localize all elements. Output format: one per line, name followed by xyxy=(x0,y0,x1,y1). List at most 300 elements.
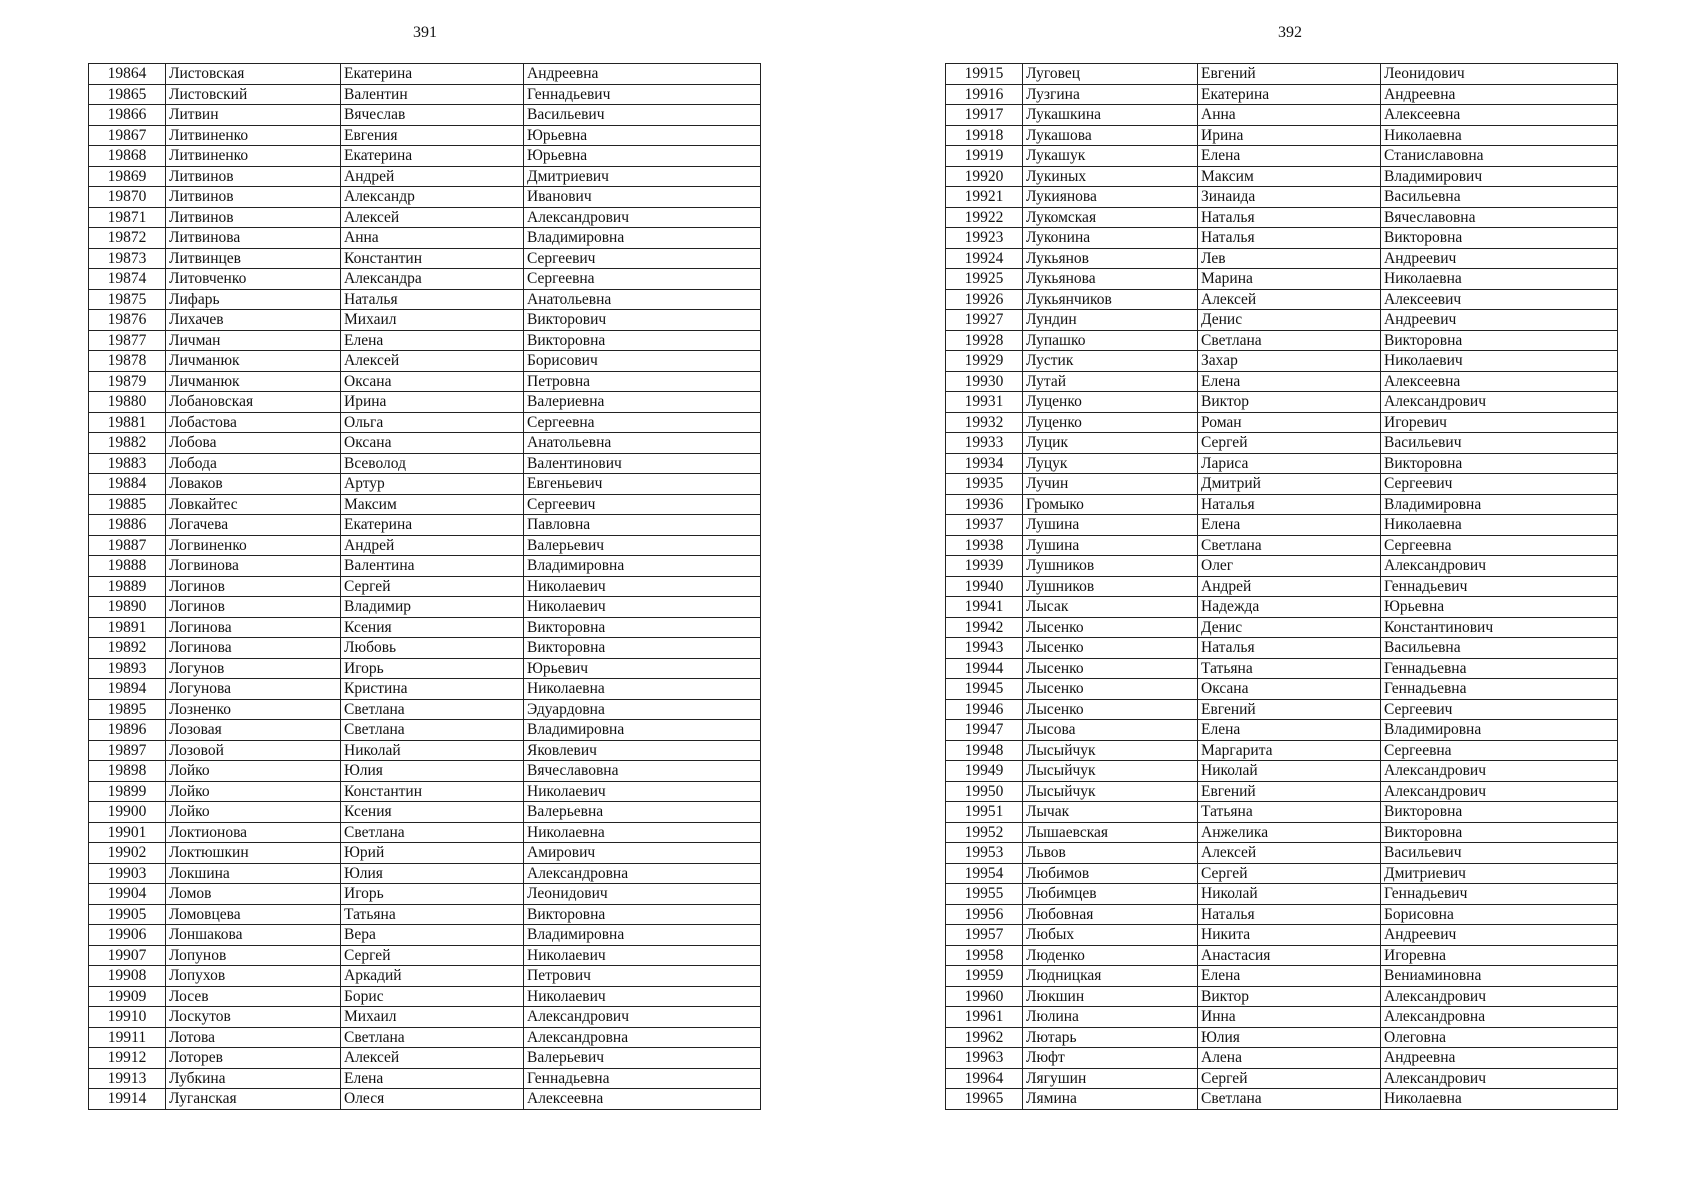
first-name-cell: Вячеслав xyxy=(341,105,524,126)
row-number-cell: 19869 xyxy=(89,166,166,187)
row-number-cell: 19961 xyxy=(946,1007,1023,1028)
patronymic-cell: Викторовна xyxy=(1381,330,1618,351)
patronymic-cell: Дмитриевич xyxy=(1381,863,1618,884)
row-number-cell: 19921 xyxy=(946,187,1023,208)
last-name-cell: Любых xyxy=(1023,925,1198,946)
table-row xyxy=(89,515,761,536)
last-name-cell: Лоншакова xyxy=(166,925,341,946)
table-row xyxy=(89,1068,761,1089)
table-row xyxy=(89,884,761,905)
patronymic-cell: Николаевич xyxy=(1381,351,1618,372)
table-row xyxy=(89,371,761,392)
table-row xyxy=(89,207,761,228)
first-name-cell: Наталья xyxy=(1198,904,1381,925)
last-name-cell: Лустик xyxy=(1023,351,1198,372)
last-name-cell: Лысенко xyxy=(1023,658,1198,679)
patronymic-cell: Николаевна xyxy=(1381,515,1618,536)
row-number-cell: 19906 xyxy=(89,925,166,946)
patronymic-cell: Леонидович xyxy=(1381,64,1618,85)
patronymic-cell: Сергеевич xyxy=(1381,699,1618,720)
table-row xyxy=(946,904,1618,925)
patronymic-cell: Николаевна xyxy=(524,822,761,843)
row-number-cell: 19892 xyxy=(89,638,166,659)
first-name-cell: Наталья xyxy=(341,289,524,310)
last-name-cell: Лопунов xyxy=(166,945,341,966)
row-number-cell: 19880 xyxy=(89,392,166,413)
patronymic-cell: Викторовна xyxy=(524,904,761,925)
row-number-cell: 19963 xyxy=(946,1048,1023,1069)
row-number-cell: 19867 xyxy=(89,125,166,146)
first-name-cell: Роман xyxy=(1198,412,1381,433)
row-number-cell: 19885 xyxy=(89,494,166,515)
table-row xyxy=(946,535,1618,556)
first-name-cell: Алексей xyxy=(1198,843,1381,864)
row-number-cell: 19952 xyxy=(946,822,1023,843)
last-name-cell: Локшина xyxy=(166,863,341,884)
row-number-cell: 19942 xyxy=(946,617,1023,638)
first-name-cell: Светлана xyxy=(1198,535,1381,556)
table-row xyxy=(946,371,1618,392)
patronymic-cell: Васильевна xyxy=(1381,638,1618,659)
patronymic-cell: Николаевна xyxy=(524,679,761,700)
first-name-cell: Наталья xyxy=(1198,228,1381,249)
row-number-cell: 19875 xyxy=(89,289,166,310)
row-number-cell: 19948 xyxy=(946,740,1023,761)
first-name-cell: Светлана xyxy=(1198,330,1381,351)
last-name-cell: Любовная xyxy=(1023,904,1198,925)
patronymic-cell: Евгеньевич xyxy=(524,474,761,495)
page-right xyxy=(945,0,1635,1200)
last-name-cell: Лойко xyxy=(166,802,341,823)
table-row xyxy=(946,638,1618,659)
first-name-cell: Елена xyxy=(1198,720,1381,741)
table-row xyxy=(946,986,1618,1007)
table-row xyxy=(89,720,761,741)
first-name-cell: Светлана xyxy=(1198,1089,1381,1110)
table-row xyxy=(89,494,761,515)
last-name-cell: Лукашкина xyxy=(1023,105,1198,126)
first-name-cell: Игорь xyxy=(341,884,524,905)
first-name-cell: Дмитрий xyxy=(1198,474,1381,495)
first-name-cell: Михаил xyxy=(341,310,524,331)
row-number-cell: 19876 xyxy=(89,310,166,331)
patronymic-cell: Александрович xyxy=(1381,986,1618,1007)
first-name-cell: Маргарита xyxy=(1198,740,1381,761)
last-name-cell: Луценко xyxy=(1023,392,1198,413)
table-row xyxy=(89,1007,761,1028)
last-name-cell: Лушина xyxy=(1023,515,1198,536)
patronymic-cell: Васильевич xyxy=(524,105,761,126)
row-number-cell: 19956 xyxy=(946,904,1023,925)
patronymic-cell: Николаевна xyxy=(1381,269,1618,290)
table-row xyxy=(89,617,761,638)
row-number-cell: 19965 xyxy=(946,1089,1023,1110)
last-name-cell: Лобода xyxy=(166,453,341,474)
table-row xyxy=(946,84,1618,105)
last-name-cell: Ловаков xyxy=(166,474,341,495)
last-name-cell: Лоскутов xyxy=(166,1007,341,1028)
row-number-cell: 19962 xyxy=(946,1027,1023,1048)
first-name-cell: Юлия xyxy=(341,863,524,884)
last-name-cell: Лысыйчук xyxy=(1023,761,1198,782)
row-number-cell: 19960 xyxy=(946,986,1023,1007)
row-number-cell: 19957 xyxy=(946,925,1023,946)
row-number-cell: 19919 xyxy=(946,146,1023,167)
row-number-cell: 19872 xyxy=(89,228,166,249)
last-name-cell: Личманюк xyxy=(166,351,341,372)
row-number-cell: 19939 xyxy=(946,556,1023,577)
first-name-cell: Анжелика xyxy=(1198,822,1381,843)
first-name-cell: Михаил xyxy=(341,1007,524,1028)
last-name-cell: Логачева xyxy=(166,515,341,536)
row-number-cell: 19874 xyxy=(89,269,166,290)
row-number-cell: 19890 xyxy=(89,597,166,618)
last-name-cell: Логунов xyxy=(166,658,341,679)
first-name-cell: Константин xyxy=(341,248,524,269)
first-name-cell: Светлана xyxy=(341,1027,524,1048)
first-name-cell: Наталья xyxy=(1198,638,1381,659)
last-name-cell: Лушина xyxy=(1023,535,1198,556)
row-number-cell: 19932 xyxy=(946,412,1023,433)
row-number-cell: 19947 xyxy=(946,720,1023,741)
row-number-cell: 19946 xyxy=(946,699,1023,720)
first-name-cell: Вера xyxy=(341,925,524,946)
table-row xyxy=(89,863,761,884)
last-name-cell: Логунова xyxy=(166,679,341,700)
first-name-cell: Андрей xyxy=(341,535,524,556)
patronymic-cell: Николаевна xyxy=(1381,1089,1618,1110)
patronymic-cell: Валериевна xyxy=(524,392,761,413)
row-number-cell: 19943 xyxy=(946,638,1023,659)
table-row xyxy=(89,412,761,433)
table-row xyxy=(946,453,1618,474)
patronymic-cell: Александрович xyxy=(1381,556,1618,577)
table-row xyxy=(946,412,1618,433)
patronymic-cell: Александрович xyxy=(1381,761,1618,782)
last-name-cell: Лойко xyxy=(166,761,341,782)
first-name-cell: Константин xyxy=(341,781,524,802)
first-name-cell: Елена xyxy=(1198,515,1381,536)
patronymic-cell: Александрович xyxy=(1381,1068,1618,1089)
row-number-cell: 19895 xyxy=(89,699,166,720)
first-name-cell: Олеся xyxy=(341,1089,524,1110)
row-number-cell: 19865 xyxy=(89,84,166,105)
last-name-cell: Лысенко xyxy=(1023,679,1198,700)
patronymic-cell: Сергеевна xyxy=(1381,740,1618,761)
first-name-cell: Борис xyxy=(341,986,524,1007)
last-name-cell: Лычак xyxy=(1023,802,1198,823)
last-name-cell: Людницкая xyxy=(1023,966,1198,987)
table-row xyxy=(946,556,1618,577)
table-row xyxy=(89,576,761,597)
row-number-cell: 19887 xyxy=(89,535,166,556)
last-name-cell: Личманюк xyxy=(166,371,341,392)
last-name-cell: Лушников xyxy=(1023,556,1198,577)
table-row xyxy=(89,125,761,146)
table-row xyxy=(89,166,761,187)
first-name-cell: Анна xyxy=(1198,105,1381,126)
table-row xyxy=(89,330,761,351)
first-name-cell: Ирина xyxy=(341,392,524,413)
first-name-cell: Елена xyxy=(1198,146,1381,167)
patronymic-cell: Станиславовна xyxy=(1381,146,1618,167)
row-number-cell: 19964 xyxy=(946,1068,1023,1089)
last-name-cell: Лучин xyxy=(1023,474,1198,495)
table-row xyxy=(89,904,761,925)
patronymic-cell: Сергеевич xyxy=(524,248,761,269)
table-row xyxy=(946,617,1618,638)
patronymic-cell: Николаевич xyxy=(524,781,761,802)
last-name-cell: Львов xyxy=(1023,843,1198,864)
patronymic-cell: Сергеевна xyxy=(524,412,761,433)
row-number-cell: 19953 xyxy=(946,843,1023,864)
first-name-cell: Марина xyxy=(1198,269,1381,290)
row-number-cell: 19900 xyxy=(89,802,166,823)
table-row xyxy=(89,822,761,843)
patronymic-cell: Викторовна xyxy=(524,617,761,638)
patronymic-cell: Геннадьевна xyxy=(524,1068,761,1089)
first-name-cell: Артур xyxy=(341,474,524,495)
patronymic-cell: Геннадьевич xyxy=(524,84,761,105)
roster-table xyxy=(945,63,1618,1110)
last-name-cell: Лукьянов xyxy=(1023,248,1198,269)
patronymic-cell: Александрович xyxy=(1381,392,1618,413)
last-name-cell: Литовченко xyxy=(166,269,341,290)
table-row xyxy=(89,945,761,966)
table-row xyxy=(89,248,761,269)
last-name-cell: Лукомская xyxy=(1023,207,1198,228)
row-number-cell: 19937 xyxy=(946,515,1023,536)
page-number: 391 xyxy=(413,24,437,41)
patronymic-cell: Андреевна xyxy=(1381,1048,1618,1069)
row-number-cell: 19917 xyxy=(946,105,1023,126)
table-row xyxy=(946,64,1618,85)
row-number-cell: 19954 xyxy=(946,863,1023,884)
row-number-cell: 19877 xyxy=(89,330,166,351)
row-number-cell: 19918 xyxy=(946,125,1023,146)
first-name-cell: Елена xyxy=(1198,966,1381,987)
first-name-cell: Сергей xyxy=(341,576,524,597)
row-number-cell: 19886 xyxy=(89,515,166,536)
first-name-cell: Сергей xyxy=(1198,863,1381,884)
last-name-cell: Ломов xyxy=(166,884,341,905)
patronymic-cell: Андреевна xyxy=(524,64,761,85)
row-number-cell: 19950 xyxy=(946,781,1023,802)
patronymic-cell: Игоревна xyxy=(1381,945,1618,966)
table-row xyxy=(89,535,761,556)
last-name-cell: Люденко xyxy=(1023,945,1198,966)
table-row xyxy=(946,679,1618,700)
first-name-cell: Наталья xyxy=(1198,494,1381,515)
table-row xyxy=(89,289,761,310)
first-name-cell: Анастасия xyxy=(1198,945,1381,966)
table-row xyxy=(89,1089,761,1110)
row-number-cell: 19928 xyxy=(946,330,1023,351)
patronymic-cell: Владимировна xyxy=(524,228,761,249)
patronymic-cell: Сергеевна xyxy=(1381,535,1618,556)
first-name-cell: Николай xyxy=(341,740,524,761)
last-name-cell: Лысак xyxy=(1023,597,1198,618)
page-number: 392 xyxy=(1278,24,1302,41)
first-name-cell: Елена xyxy=(1198,371,1381,392)
table-row xyxy=(946,269,1618,290)
patronymic-cell: Юрьевна xyxy=(524,125,761,146)
table-row xyxy=(946,494,1618,515)
patronymic-cell: Леонидович xyxy=(524,884,761,905)
first-name-cell: Ксения xyxy=(341,802,524,823)
row-number-cell: 19949 xyxy=(946,761,1023,782)
last-name-cell: Лукиянова xyxy=(1023,187,1198,208)
row-number-cell: 19916 xyxy=(946,84,1023,105)
patronymic-cell: Валерьевна xyxy=(524,802,761,823)
last-name-cell: Литвинов xyxy=(166,166,341,187)
patronymic-cell: Алексеевна xyxy=(1381,105,1618,126)
row-number-cell: 19881 xyxy=(89,412,166,433)
patronymic-cell: Александрович xyxy=(524,207,761,228)
first-name-cell: Сергей xyxy=(1198,433,1381,454)
last-name-cell: Лямина xyxy=(1023,1089,1198,1110)
row-number-cell: 19940 xyxy=(946,576,1023,597)
last-name-cell: Люкшин xyxy=(1023,986,1198,1007)
row-number-cell: 19945 xyxy=(946,679,1023,700)
first-name-cell: Евгений xyxy=(1198,781,1381,802)
patronymic-cell: Александровна xyxy=(524,1027,761,1048)
patronymic-cell: Валерьевич xyxy=(524,1048,761,1069)
patronymic-cell: Геннадьевич xyxy=(1381,884,1618,905)
first-name-cell: Виктор xyxy=(1198,392,1381,413)
last-name-cell: Лютарь xyxy=(1023,1027,1198,1048)
table-row xyxy=(89,966,761,987)
table-row xyxy=(89,474,761,495)
last-name-cell: Лышаевская xyxy=(1023,822,1198,843)
patronymic-cell: Юрьевна xyxy=(524,146,761,167)
last-name-cell: Локтионова xyxy=(166,822,341,843)
last-name-cell: Ловкайтес xyxy=(166,494,341,515)
table-row xyxy=(946,474,1618,495)
patronymic-cell: Сергеевна xyxy=(524,269,761,290)
row-number-cell: 19884 xyxy=(89,474,166,495)
first-name-cell: Евгения xyxy=(341,125,524,146)
row-number-cell: 19896 xyxy=(89,720,166,741)
first-name-cell: Оксана xyxy=(1198,679,1381,700)
row-number-cell: 19924 xyxy=(946,248,1023,269)
table-row xyxy=(946,781,1618,802)
row-number-cell: 19866 xyxy=(89,105,166,126)
patronymic-cell: Владимирович xyxy=(1381,166,1618,187)
patronymic-cell: Борисовна xyxy=(1381,904,1618,925)
first-name-cell: Анна xyxy=(341,228,524,249)
patronymic-cell: Владимировна xyxy=(524,720,761,741)
table-row xyxy=(89,146,761,167)
last-name-cell: Лозненко xyxy=(166,699,341,720)
first-name-cell: Елена xyxy=(341,1068,524,1089)
last-name-cell: Литвинов xyxy=(166,207,341,228)
patronymic-cell: Яковлевич xyxy=(524,740,761,761)
last-name-cell: Луконина xyxy=(1023,228,1198,249)
first-name-cell: Светлана xyxy=(341,822,524,843)
first-name-cell: Зинаида xyxy=(1198,187,1381,208)
first-name-cell: Максим xyxy=(341,494,524,515)
last-name-cell: Литвиненко xyxy=(166,146,341,167)
last-name-cell: Листовский xyxy=(166,84,341,105)
patronymic-cell: Васильевич xyxy=(1381,433,1618,454)
patronymic-cell: Сергеевич xyxy=(1381,474,1618,495)
patronymic-cell: Владимировна xyxy=(524,556,761,577)
last-name-cell: Логинова xyxy=(166,617,341,638)
last-name-cell: Лукашук xyxy=(1023,146,1198,167)
first-name-cell: Оксана xyxy=(341,433,524,454)
table-row xyxy=(946,761,1618,782)
row-number-cell: 19902 xyxy=(89,843,166,864)
last-name-cell: Лузгина xyxy=(1023,84,1198,105)
table-row xyxy=(946,125,1618,146)
row-number-cell: 19904 xyxy=(89,884,166,905)
first-name-cell: Николай xyxy=(1198,761,1381,782)
last-name-cell: Лупашко xyxy=(1023,330,1198,351)
row-number-cell: 19951 xyxy=(946,802,1023,823)
last-name-cell: Листовская xyxy=(166,64,341,85)
first-name-cell: Оксана xyxy=(341,371,524,392)
patronymic-cell: Николаевич xyxy=(524,597,761,618)
first-name-cell: Александра xyxy=(341,269,524,290)
patronymic-cell: Александрович xyxy=(524,1007,761,1028)
row-number-cell: 19959 xyxy=(946,966,1023,987)
roster-table xyxy=(88,63,761,1110)
row-number-cell: 19936 xyxy=(946,494,1023,515)
first-name-cell: Ирина xyxy=(1198,125,1381,146)
table-row xyxy=(946,105,1618,126)
patronymic-cell: Петровна xyxy=(524,371,761,392)
last-name-cell: Лысенко xyxy=(1023,638,1198,659)
patronymic-cell: Александрович xyxy=(1381,781,1618,802)
patronymic-cell: Владимировна xyxy=(1381,720,1618,741)
first-name-cell: Татьяна xyxy=(1198,802,1381,823)
first-name-cell: Елена xyxy=(341,330,524,351)
last-name-cell: Лобановская xyxy=(166,392,341,413)
row-number-cell: 19913 xyxy=(89,1068,166,1089)
table-row xyxy=(89,986,761,1007)
row-number-cell: 19930 xyxy=(946,371,1023,392)
table-row xyxy=(946,392,1618,413)
patronymic-cell: Алексеевна xyxy=(1381,371,1618,392)
table-row xyxy=(89,761,761,782)
last-name-cell: Луцик xyxy=(1023,433,1198,454)
patronymic-cell: Васильевна xyxy=(1381,187,1618,208)
table-row xyxy=(89,843,761,864)
patronymic-cell: Дмитриевич xyxy=(524,166,761,187)
row-number-cell: 19894 xyxy=(89,679,166,700)
last-name-cell: Литвин xyxy=(166,105,341,126)
last-name-cell: Лундин xyxy=(1023,310,1198,331)
patronymic-cell: Викторовна xyxy=(524,330,761,351)
patronymic-cell: Викторович xyxy=(524,310,761,331)
patronymic-cell: Вениаминовна xyxy=(1381,966,1618,987)
last-name-cell: Лутай xyxy=(1023,371,1198,392)
last-name-cell: Локтюшкин xyxy=(166,843,341,864)
row-number-cell: 19868 xyxy=(89,146,166,167)
first-name-cell: Юлия xyxy=(341,761,524,782)
first-name-cell: Екатерина xyxy=(341,64,524,85)
patronymic-cell: Иванович xyxy=(524,187,761,208)
last-name-cell: Лукьянчиков xyxy=(1023,289,1198,310)
row-number-cell: 19871 xyxy=(89,207,166,228)
table-row xyxy=(946,822,1618,843)
last-name-cell: Любимцев xyxy=(1023,884,1198,905)
table-row xyxy=(946,1048,1618,1069)
table-row xyxy=(946,576,1618,597)
table-row xyxy=(946,207,1618,228)
table-row xyxy=(89,84,761,105)
